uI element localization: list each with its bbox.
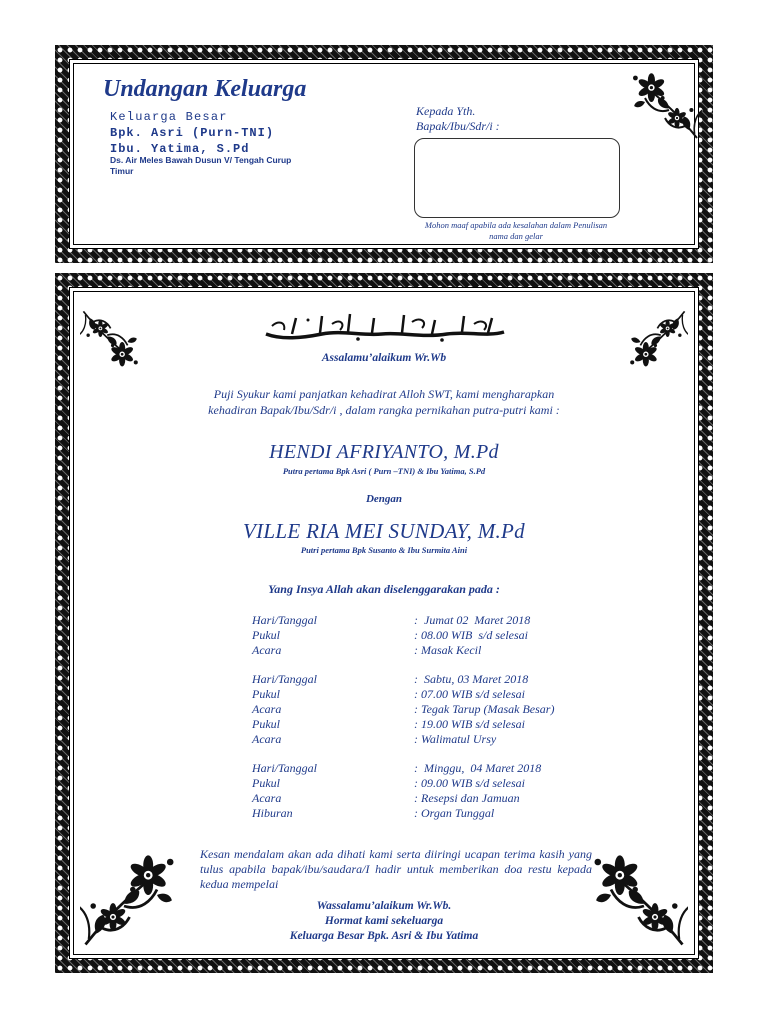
schedule-row xyxy=(252,732,614,747)
schedule-value: : Resepsi dan Jamuan xyxy=(414,791,520,805)
schedule-key: Pukul xyxy=(252,776,280,790)
schedule-value: : Organ Tunggal xyxy=(414,806,495,820)
sender-block xyxy=(110,109,274,157)
schedule-row xyxy=(252,643,614,658)
schedule-row xyxy=(252,717,614,732)
schedule-key: Pukul xyxy=(252,628,280,642)
schedule-value: : Masak Kecil xyxy=(414,643,482,657)
sender-family-label: Keluarga Besar xyxy=(110,110,228,124)
schedule-key: Hari/Tanggal xyxy=(252,672,317,686)
bride-parents: Putri pertama Bpk Susanto & Ibu Surmita Aini xyxy=(300,545,468,555)
signature-block xyxy=(0,899,768,944)
schedule-key: Acara xyxy=(252,643,282,657)
schedule-row xyxy=(252,806,614,821)
schedule-value: : 09.00 WIB s/d selesai xyxy=(414,776,525,790)
schedule-value: : 19.00 WIB s/d selesai xyxy=(414,717,525,731)
envelope-title: Undangan Keluarga xyxy=(103,76,307,102)
schedule-value: : Walimatul Ursy xyxy=(414,732,497,746)
intro-line-1: Puji Syukur kami panjatkan kehadirat Alloh SWT, kami mengharapkan xyxy=(213,387,555,401)
schedule-key: Hiburan xyxy=(252,806,293,820)
schedule-key: Acara xyxy=(252,702,282,716)
floral-ornament-icon xyxy=(620,62,702,142)
apology-note: Mohon maaf apabila ada kesalahan dalam Penulisan nama dan gelar xyxy=(424,220,608,241)
schedule-value: : 07.00 WIB s/d selesai xyxy=(414,687,525,701)
schedule-row xyxy=(252,687,614,702)
event-intro: Yang Insya Allah akan diselenggarakan pada : xyxy=(268,582,500,596)
intro-paragraph xyxy=(0,386,768,418)
schedule-row xyxy=(252,613,614,628)
schedule-key: Pukul xyxy=(252,687,280,701)
sender-name-1: Bpk. Asri (Purn-TNI) xyxy=(110,126,275,140)
schedule-key: Acara xyxy=(252,732,282,746)
closing-greeting: Wassalamu’alaikum Wr.Wb. xyxy=(316,900,452,912)
recipient-line-2: Bapak/Ibu/Sdr/i : xyxy=(416,119,500,133)
schedule-day-2 xyxy=(252,672,614,747)
schedule-row xyxy=(252,761,614,776)
sender-name-2: Ibu. Yatima, S.Pd xyxy=(110,142,250,156)
schedule-key: Hari/Tanggal xyxy=(252,613,317,627)
opening-greeting: Assalamu’alaikum Wr.Wb xyxy=(321,352,447,364)
schedule-day-1 xyxy=(252,613,614,658)
signature-line-1: Hormat kami sekeluarga xyxy=(324,915,444,927)
schedule-value: : Minggu, 04 Maret 2018 xyxy=(414,761,542,775)
bride-name: VILLE RIA MEI SUNDAY, M.Pd xyxy=(243,519,525,543)
schedule-value: : Sabtu, 03 Maret 2018 xyxy=(414,672,529,686)
conjunction-dengan: Dengan xyxy=(365,493,403,505)
schedule-value: : Tegak Tarup (Masak Besar) xyxy=(414,702,555,716)
schedule-value: : Jumat 02 Maret 2018 xyxy=(414,613,531,627)
recipient-line-1: Kepada Yth. xyxy=(416,104,476,118)
schedule-row xyxy=(252,702,614,717)
schedule-row xyxy=(252,628,614,643)
schedule-row xyxy=(252,672,614,687)
schedule-row xyxy=(252,791,614,806)
floral-ornament-icon xyxy=(620,292,688,392)
closing-paragraph: Kesan mendalam akan ada dihati kami serta diiringi ucapan terima kasih yang tulus apabila bapak/ibu/saudara/I hadir untuk memberikan doa restu kepada kedua mempelai xyxy=(200,847,592,891)
schedule-value: : 08.00 WIB s/d selesai xyxy=(414,628,528,642)
sender-address: Ds. Air Meles Bawah Dusun V/ Tengah Curup Timur xyxy=(110,155,292,176)
schedule-key: Pukul xyxy=(252,717,280,731)
bismillah-calligraphy-icon xyxy=(262,312,507,342)
groom-name: HENDI AFRIYANTO, M.Pd xyxy=(269,441,499,463)
recipient-label xyxy=(416,104,500,134)
schedule-day-3 xyxy=(252,761,614,821)
schedule-row xyxy=(252,776,614,791)
floral-ornament-icon xyxy=(80,292,148,392)
schedule-key: Hari/Tanggal xyxy=(252,761,317,775)
recipient-name-box[interactable] xyxy=(414,138,620,218)
intro-line-2: kehadiran Bapak/Ibu/Sdr/i , dalam rangka pernikahan putra-putri kami : xyxy=(208,403,560,417)
signature-line-2: Keluarga Besar Bpk. Asri & Ibu Yatima xyxy=(289,930,479,942)
groom-parents: Putra pertama Bpk Asri ( Purn –TNI) & Ibu Yatima, S.Pd xyxy=(282,466,486,476)
schedule-key: Acara xyxy=(252,791,282,805)
